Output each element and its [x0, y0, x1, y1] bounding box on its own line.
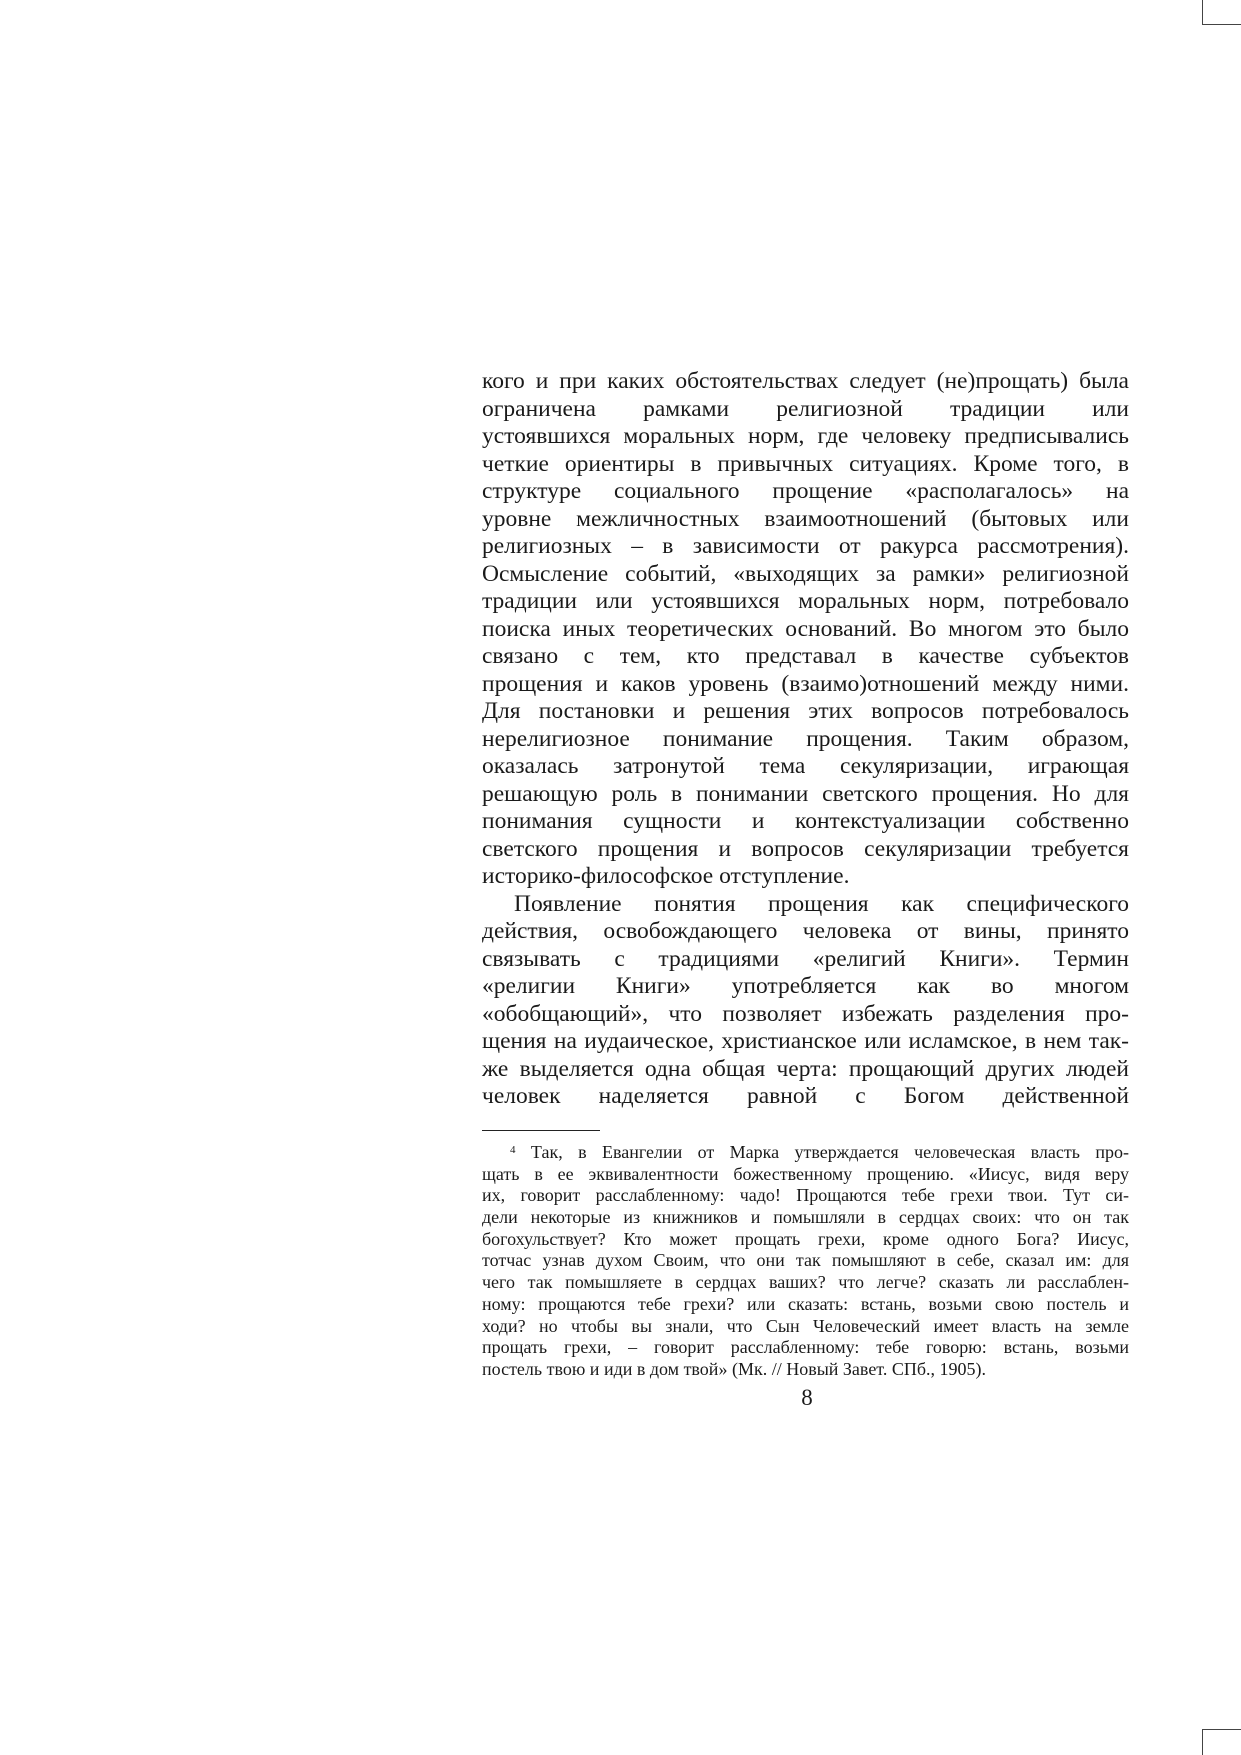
text-line: связывать с традициями «религий Книги». Термин: [482, 945, 1129, 972]
footnote-line: прощать грехи, – говорит расслабленному: тебе говорю: встань, возьми: [482, 1337, 1129, 1358]
page-number: 8: [801, 1385, 813, 1410]
text-line: оказалась затронутой тема секуляризации, играющая: [482, 753, 1129, 779]
text-line: решающую роль в понимании светского прощения. Но для: [482, 780, 1129, 807]
footnote-separator: [482, 1130, 600, 1131]
text-line: «религии Книги» употребляется как во многом: [482, 973, 1129, 999]
text-line: традиции или устоявшихся моральных норм, потребовало: [482, 588, 1129, 614]
text-line: поиска иных теоретических оснований. Во многом это было: [482, 615, 1129, 642]
footnote-line: богохульствует? Кто может прощать грехи, кроме одного Бога? Иисус,: [482, 1228, 1129, 1249]
crop-mark-bottom-horizontal: [1202, 1729, 1241, 1730]
footnote-line: тотчас узнав духом Своим, что они так помышляют в себе, сказал им: для: [482, 1250, 1129, 1271]
footnote-line: ному: прощаются тебе грехи? или сказать: встань, возьми свою постель и: [482, 1293, 1129, 1314]
text-line: Для постановки и решения этих вопросов потребовалось: [482, 698, 1129, 724]
text-line: ограничена рамками религиозной традиции или: [482, 395, 1129, 422]
footnote-line: дели некоторые из книжников и помышляли в сердцах своих: что он так: [482, 1207, 1129, 1228]
text-line: «обобщающий», что позволяет избежать разделения про-: [482, 1000, 1129, 1027]
text-line: связано с тем, кто представал в качестве субъектов: [482, 643, 1129, 669]
footnote-marker: 4: [510, 1144, 516, 1156]
text-line: нерелигиозное понимание прощения. Таким образом,: [482, 725, 1129, 752]
text-line: историко-философское отступление.: [482, 863, 850, 889]
footnote-line: постель твою и иди в дом твой» (Мк. // Новый Завет. СПб., 1905).: [482, 1358, 986, 1379]
footnote-line: их, говорит расслабленному: чадо! Прощаются тебе грехи твои. Тут си-: [482, 1185, 1129, 1206]
text-line: действия, освобождающего человека от вины, принято: [482, 918, 1129, 944]
text-line: структуре социального прощение «располагалось» на: [482, 478, 1129, 504]
text-line: устоявшихся моральных норм, где человеку предписывались: [482, 423, 1129, 449]
text-line: щения на иудаическое, христианское или исламское, в нем так-: [482, 1028, 1129, 1054]
crop-mark-bottom-vertical: [1202, 1729, 1203, 1755]
footnote-line: чего так помышляете в сердцах ваших? что легче? сказать ли расслаблен-: [482, 1272, 1129, 1293]
text-line: религиозных – в зависимости от ракурса рассмотрения).: [482, 533, 1129, 559]
text-line: прощения и каков уровень (взаимо)отношений между ними.: [482, 670, 1129, 697]
text-line: Появление понятия прощения как специфического: [514, 890, 1129, 917]
text-line: человек наделяется равной с Богом действенной: [482, 1083, 1129, 1109]
footnote-line: [482, 1142, 1129, 1164]
text-line: четкие ориентиры в привычных ситуациях. Кроме того, в: [482, 450, 1129, 477]
text-line: кого и при каких обстоятельствах следует (не)прощать) была: [482, 368, 1129, 394]
text-line: Осмысление событий, «выходящих за рамки» религиозной: [482, 560, 1129, 587]
crop-mark-top-horizontal: [1202, 24, 1241, 25]
footnote: [482, 1142, 1129, 1381]
text-line: светского прощения и вопросов секуляризации требуется: [482, 835, 1129, 862]
main-text: [482, 368, 1129, 1111]
footnote-line-text: Так, в Евангелии от Марка утверждается человеческая власть про-: [530, 1142, 1129, 1162]
crop-mark-top-vertical: [1202, 0, 1203, 24]
footnote-line: ходи? но чтобы вы знали, что Сын Человеческий имеет власть на земле: [482, 1315, 1129, 1336]
text-line: же выделяется одна общая черта: прощающий других людей: [482, 1055, 1129, 1082]
text-line: понимания сущности и контекстуализации собственно: [482, 808, 1129, 834]
text-line: уровне межличностных взаимоотношений (бытовых или: [482, 505, 1129, 532]
footnote-line: щать в ее эквивалентности божественному прощению. «Иисус, видя веру: [482, 1163, 1129, 1184]
